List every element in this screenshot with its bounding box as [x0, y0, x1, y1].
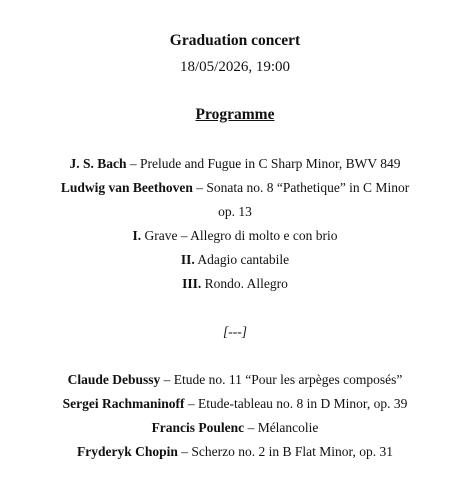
composer-name: Claude Debussy [67, 372, 161, 387]
work-title: – Etude no. 11 “Pour les arpèges composés” [160, 372, 403, 387]
work-title: – Prelude and Fugue in C Sharp Minor, BWV 849 [126, 156, 401, 171]
composer-name: Fryderyk Chopin [77, 444, 178, 459]
programme-item [0, 368, 470, 392]
programme-part-1 [0, 152, 470, 296]
programme-item [0, 440, 470, 464]
concert-title: Graduation concert [169, 32, 301, 49]
composer-name: Sergei Rachmaninoff [62, 396, 185, 411]
work-title: – Etude-tableau no. 8 in D Minor, op. 39 [184, 396, 408, 411]
work-title: – Mélancolie [244, 420, 319, 435]
programme-item [0, 152, 470, 176]
programme-heading: Programme [195, 106, 275, 123]
work-title: – Sonata no. 8 “Pathetique” in C Minor [192, 180, 410, 195]
movement-item [0, 272, 470, 296]
movement-number: I. [132, 228, 142, 243]
movement-title: Adagio cantabile [194, 252, 290, 267]
concert-datetime: 18/05/2026, 19:00 [179, 59, 290, 75]
composer-name: Ludwig van Beethoven [60, 180, 193, 195]
movement-title: Grave – Allegro di molto e con brio [141, 228, 338, 243]
movement-number: II. [180, 252, 195, 267]
programme-item [0, 176, 470, 200]
movement-item [0, 248, 470, 272]
composer-name: J. S. Bach [69, 156, 127, 171]
composer-name: Francis Poulenc [151, 420, 245, 435]
movement-item [0, 224, 470, 248]
programme-part-2 [0, 368, 470, 464]
work-title: – Scherzo no. 2 in B Flat Minor, op. 31 [177, 444, 393, 459]
movement-number: III. [182, 276, 202, 291]
movement-title: Rondo. Allegro [201, 276, 288, 291]
interlude-marker: [---] [223, 324, 247, 339]
programme-item [0, 392, 470, 416]
work-opus: op. 13 [218, 204, 252, 219]
programme-item [0, 416, 470, 440]
